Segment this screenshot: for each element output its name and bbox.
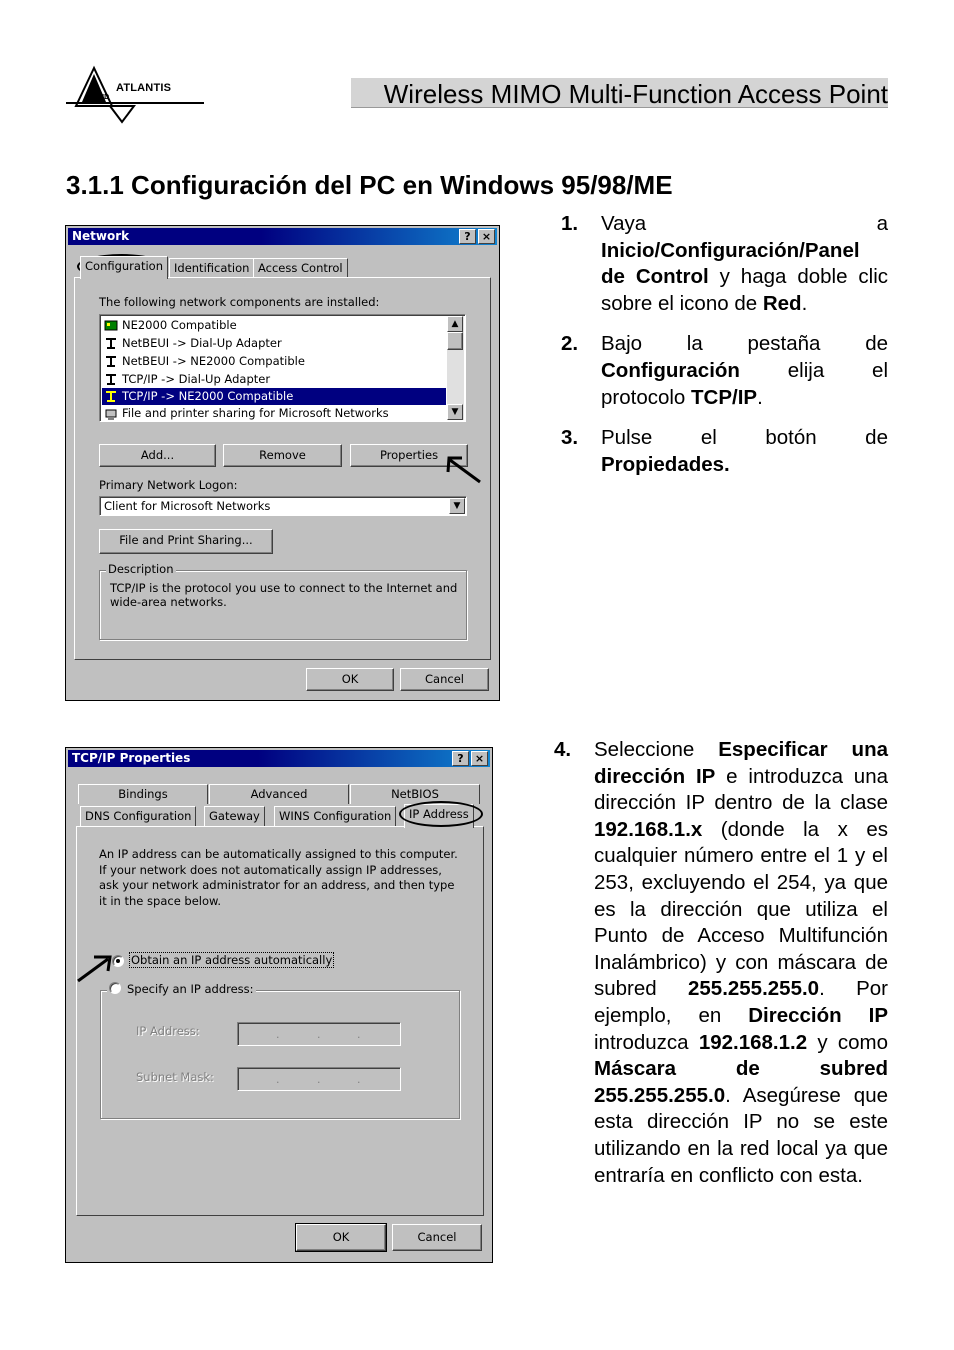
highlight-ellipse	[399, 801, 483, 827]
step-text-bold: Red	[762, 291, 802, 315]
close-button[interactable]: ×	[478, 229, 495, 244]
tcpip-dialog	[65, 747, 493, 1263]
scroll-up-icon[interactable]: ▲	[447, 316, 463, 332]
specify-ip-legend[interactable]	[107, 982, 256, 996]
step-3	[561, 425, 888, 478]
step-text: (donde la x es cualquier número entre el 1 y el 253, excluyendo el 254, ya que es la dirección que utiliza el Punto de Acceso Multifunción Inalámbrico) y con máscara de subred	[594, 817, 888, 1001]
network-dialog	[65, 225, 500, 701]
step-text: . Asegúrese que esta dirección IP no se este utilizando en la red local ya que entraría en conflicto con esta.	[594, 1083, 888, 1187]
properties-button[interactable]: Properties	[350, 444, 468, 467]
step-4	[554, 737, 888, 1189]
tab-configuration[interactable]: Configuration	[80, 256, 168, 279]
network-titlebar	[68, 228, 497, 245]
step-2	[561, 331, 888, 411]
tab-access-control[interactable]: Access Control	[253, 258, 348, 278]
step-text: introduzca	[594, 1030, 699, 1054]
step-number: 1.	[561, 212, 579, 235]
description-text: TCP/IP is the protocol you use to connect to the Internet and wide-area networks.	[110, 581, 458, 609]
step-text-bold: Especificar una dirección IP	[594, 738, 888, 788]
ip-address-panel	[76, 826, 484, 1216]
tab-identification[interactable]: Identification	[169, 258, 254, 278]
list-item[interactable]	[102, 353, 446, 370]
dropdown-arrow-icon[interactable]: ▼	[449, 498, 465, 514]
specify-ip-group	[100, 982, 460, 1119]
list-item[interactable]	[102, 405, 446, 422]
step-text: Seleccione	[594, 738, 719, 761]
step-text: y haga doble clic sobre el icono de	[601, 265, 888, 315]
step-text-bold: 255.255.255.0	[687, 977, 820, 1001]
list-item-label: NetBEUI -> NE2000 Compatible	[122, 354, 305, 368]
step-text-bold: 192.168.1.x	[594, 817, 703, 841]
help-button[interactable]: ?	[452, 751, 469, 766]
description-legend: Description	[108, 562, 174, 576]
octet-separator: .	[317, 1028, 321, 1041]
list-item-label: NetBEUI -> Dial-Up Adapter	[122, 336, 282, 350]
step-text-bold: Inicio/Configuración/Panel de Control	[601, 238, 860, 289]
step-number: 2.	[561, 332, 579, 356]
ip-address-label: IP Address:	[136, 1024, 200, 1038]
step-text: Vaya a	[601, 212, 888, 235]
add-button[interactable]: Add...	[99, 444, 216, 467]
specify-ip-label[interactable]: Specify an IP address:	[127, 982, 254, 996]
octet-separator: .	[357, 1028, 361, 1041]
protocol-icon	[104, 390, 118, 403]
obtain-ip-label[interactable]: Obtain an IP address automatically	[131, 953, 333, 967]
octet-separator: .	[276, 1028, 280, 1041]
remove-button[interactable]: Remove	[223, 444, 342, 467]
list-item[interactable]	[102, 335, 446, 352]
tab-wins-configuration[interactable]: WINS Configuration	[274, 806, 396, 826]
logon-value: Client for Microsoft Networks	[104, 499, 271, 513]
components-label: The following network components are installed:	[99, 295, 380, 309]
window-title: TCP/IP Properties	[72, 751, 191, 765]
step-text: e introduzca una dirección IP dentro de la clase	[594, 764, 888, 815]
octet-separator: .	[357, 1073, 361, 1086]
step-text: elija el protocolo	[601, 358, 888, 409]
list-item[interactable]	[102, 317, 446, 334]
protocol-icon	[104, 355, 118, 368]
step-text-bold: Propiedades.	[601, 452, 730, 476]
tab-netbios[interactable]: NetBIOS	[350, 784, 480, 804]
list-item-label: TCP/IP -> Dial-Up Adapter	[122, 372, 271, 386]
list-item-label: NE2000 Compatible	[122, 318, 237, 332]
step-text: .	[801, 291, 808, 315]
octet-separator: .	[317, 1073, 321, 1086]
step-1	[561, 211, 888, 317]
step-text-bold: TCP/IP	[691, 385, 758, 409]
step-text: y como	[807, 1030, 888, 1054]
octet-separator: .	[276, 1073, 280, 1086]
scroll-thumb[interactable]	[447, 332, 463, 350]
step-text-bold: Dirección IP	[748, 1003, 888, 1027]
file-print-sharing-button[interactable]: File and Print Sharing...	[99, 529, 273, 554]
list-item-label: File and printer sharing for Microsoft Networks	[122, 406, 389, 420]
configuration-panel	[74, 277, 491, 660]
logo-text: ATLANTIS	[116, 82, 172, 94]
logon-label: Primary Network Logon:	[99, 478, 238, 492]
subnet-mask-label: Subnet Mask:	[136, 1070, 214, 1084]
window-title: Network	[72, 229, 130, 243]
steps-list-1	[561, 211, 888, 492]
step-text-bold: Configuración	[601, 358, 740, 382]
cancel-button[interactable]: Cancel	[400, 668, 489, 691]
tab-ip-address[interactable]: IP Address	[404, 804, 474, 828]
list-item-label: TCP/IP -> NE2000 Compatible	[122, 389, 294, 403]
vertical-scrollbar[interactable]	[447, 316, 464, 420]
step-text: .	[757, 385, 763, 409]
sharing-icon	[104, 407, 118, 420]
step-text-bold: 192.168.1.2	[698, 1030, 808, 1054]
cancel-button[interactable]: Cancel	[392, 1224, 482, 1251]
step-number: 3.	[561, 426, 579, 450]
step-text-bold: Máscara de subred	[594, 1057, 888, 1081]
protocol-icon	[104, 373, 118, 386]
protocol-icon	[104, 337, 118, 350]
section-title: 3.1.1 Configuración del PC en Windows 95/98/ME	[66, 170, 673, 200]
intro-text: An IP address can be automatically assigned to this computer. If your network does not automatically assign IP addresses, ask your network administrator for an address, and then type it in the space below.	[99, 847, 458, 908]
step-text: Pulse el botón de	[601, 426, 888, 450]
network-card-icon	[104, 319, 118, 332]
tab-bindings[interactable]: Bindings	[78, 784, 208, 804]
header-title: Wireless MIMO Multi-Function Access Point	[383, 79, 888, 109]
tcpip-titlebar	[68, 750, 490, 767]
step-text: Bajo la pestaña de	[601, 332, 888, 356]
step-text-bold: 255.255.255.0	[594, 1083, 726, 1107]
logon-select[interactable]	[99, 496, 467, 516]
tab-advanced[interactable]: Advanced	[209, 784, 349, 804]
close-button[interactable]: ×	[471, 751, 488, 766]
tab-dns-configuration[interactable]: DNS Configuration	[80, 806, 196, 826]
step-number: 4.	[554, 738, 572, 761]
step-text: . Por ejemplo, en	[594, 977, 888, 1027]
ok-button[interactable]: OK	[306, 668, 394, 691]
components-list[interactable]	[99, 314, 466, 422]
logo-sub-text: AND	[94, 94, 110, 101]
help-button[interactable]: ?	[459, 229, 476, 244]
subnet-mask-input[interactable]	[237, 1067, 401, 1091]
description-group	[99, 562, 467, 640]
steps-list-2	[554, 737, 888, 1203]
ip-address-input[interactable]	[237, 1022, 401, 1046]
ok-button[interactable]: OK	[296, 1224, 386, 1251]
pointer-arrow-icon	[444, 452, 484, 486]
atlantis-logo	[66, 64, 206, 126]
header-bar	[351, 78, 888, 108]
list-item-selected[interactable]	[102, 388, 446, 405]
tab-gateway[interactable]: Gateway	[204, 806, 265, 826]
pointer-arrow-icon	[74, 951, 114, 985]
list-item[interactable]	[102, 371, 446, 388]
scroll-down-icon[interactable]: ▼	[447, 404, 463, 420]
